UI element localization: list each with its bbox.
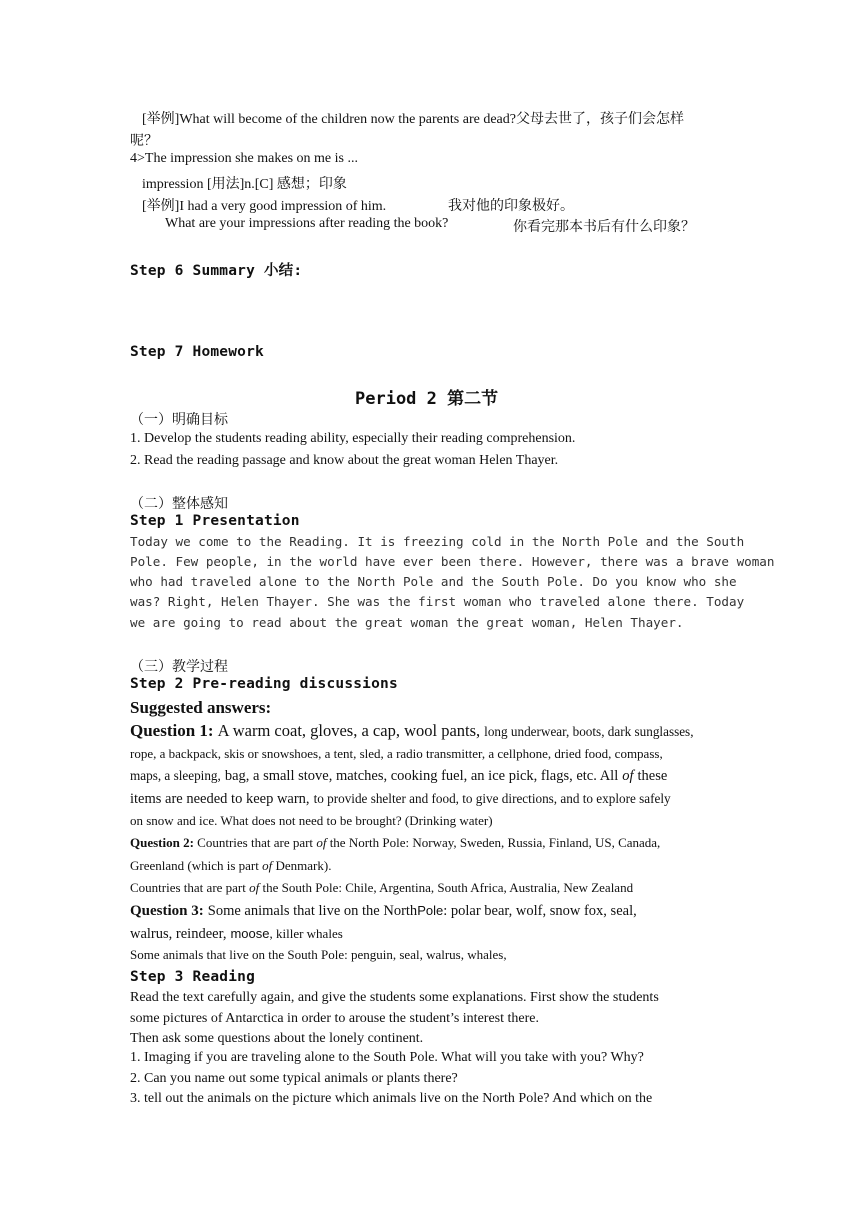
reading-line-5: 2. Can you name out some typical animals or plants there? (130, 1071, 458, 1086)
step-7-heading: Step 7 Homework (130, 344, 264, 360)
question-1-line-5: on snow and ice. What does not need to be brought? (Drinking water) (130, 813, 493, 828)
step-1-heading: Step 1 Presentation (130, 513, 300, 529)
question-2-line-3b: the South Pole: Chile, Argentina, South Africa, Australia, New Zealand (262, 880, 634, 895)
question-1-line-3 (130, 767, 667, 785)
example-impression-cn: 我对他的印象极好。 (448, 199, 574, 214)
question-1-line-1 (130, 721, 694, 741)
presentation-line-1: Today we come to the Reading. It is freezing cold in the North Pole and the South (130, 534, 745, 549)
question-1-of: of (622, 768, 634, 784)
suggested-answers-label: Suggested answers: (130, 698, 272, 717)
question-2-line-2b: Denmark). (275, 858, 332, 873)
item-4-heading: 4>The impression she makes on me is ... (130, 151, 358, 166)
section-1-heading: （一）明确目标 (130, 413, 228, 428)
example-impression-en: [举例]I had a very good impression of him. (142, 199, 387, 214)
reading-line-4: 1. Imaging if you are traveling alone to the South Pole. What will you take with you? Why? (130, 1050, 644, 1065)
reading-line-3: Then ask some questions about the lonely continent. (130, 1031, 424, 1046)
step-3-heading: Step 3 Reading (130, 969, 256, 985)
question-1-line-4 (130, 790, 671, 808)
step-2-heading: Step 2 Pre-reading discussions (130, 676, 398, 692)
impression-usage: impression [用法]n.[C] 感想；印象 (142, 177, 347, 192)
question-3-line-2b: , killer whales (269, 926, 343, 941)
question-2-line-1 (130, 835, 660, 851)
question-3-line-1 (130, 902, 637, 920)
presentation-line-5: we are going to read about the great woman the great woman, Helen Thayer. (130, 615, 684, 630)
question-3-line-3: Some animals that live on the South Pole: penguin, seal, walrus, whales, (130, 947, 507, 962)
question-2-line-3a: Countries that are part (130, 880, 246, 895)
question-3-label: Question 3: (130, 903, 204, 919)
question-2-text-a: Countries that are part (197, 835, 314, 850)
presentation-line-2: Pole. Few people, in the world have ever been there. However, there was a brave woman (130, 554, 775, 569)
question-2-line-2 (130, 858, 331, 874)
period-2-title: Period 2 第二节 (355, 389, 499, 409)
question-2-line-2-of: of (262, 858, 273, 873)
goal-1: 1. Develop the students reading ability, especially their reading comprehension. (130, 431, 576, 446)
question-3-text-a: Some animals that live on the North (207, 903, 418, 919)
question-3-text-b: : polar bear, wolf, snow fox, seal, (443, 903, 637, 919)
question-1-label: Question 1: (130, 721, 214, 740)
reading-line-2: some pictures of Antarctica in order to arouse the student’s interest there. (130, 1011, 539, 1026)
goal-2: 2. Read the reading passage and know about the great woman Helen Thayer. (130, 453, 559, 468)
presentation-line-4: was? Right, Helen Thayer. She was the first woman who traveled alone there. Today (130, 594, 745, 609)
question-2-text-b: the North Pole: Norway, Sweden, Russia, Finland, US, Canada, (329, 835, 661, 850)
question-2-line-2a: Greenland (which is part (130, 858, 259, 873)
question-2-of: of (316, 835, 327, 850)
question-3-line-2 (130, 925, 343, 943)
question-2-line-3-of: of (249, 880, 260, 895)
question-1-text-b: long underwear, boots, dark sunglasses, (484, 724, 694, 739)
example-become-line-1: [举例]What will become of the children now the parents are dead?父母去世了，孩子们会怎样 (142, 112, 684, 127)
example-book-cn: 你看完那本书后有什么印象？ (513, 220, 695, 235)
presentation-line-3: who had traveled alone to the North Pole and the South Pole. Do you know who she (130, 574, 737, 589)
reading-line-1: Read the text carefully again, and give the students some explanations. First show the students (130, 990, 659, 1005)
question-1-line-2: rope, a backpack, skis or snowshoes, a tent, sled, a radio transmitter, a cellphone, dried food, compass, (130, 746, 663, 761)
question-2-line-3 (130, 880, 633, 896)
question-1-text-a: A warm coat, gloves, a cap, wool pants, (217, 721, 481, 740)
example-become-line-2: 呢？ (130, 134, 158, 149)
question-1-line-3b: bag, a small stove, matches, cooking fuel, an ice pick, flags, etc. All (224, 768, 619, 784)
question-3-line-2a: walrus, reindeer, (130, 926, 227, 942)
question-1-line-3c: these (637, 768, 668, 784)
reading-line-6: 3. tell out the animals on the picture which animals live on the North Pole? And which on the (130, 1091, 653, 1106)
section-3-heading: （三）教学过程 (130, 660, 228, 675)
step-6-heading: Step 6 Summary 小结: (130, 263, 303, 279)
question-1-line-4a: items are needed to keep warn, (130, 791, 310, 807)
question-2-label: Question 2: (130, 835, 194, 850)
section-2-heading: （二）整体感知 (130, 497, 228, 512)
question-1-line-3a: maps, a sleeping, (130, 768, 221, 783)
question-1-line-4b: to provide shelter and food, to give directions, and to explore safely (313, 791, 671, 806)
example-book-en: What are your impressions after reading the book? (165, 216, 449, 231)
question-3-pole: Pole (417, 903, 444, 918)
question-3-moose: moose (230, 926, 270, 941)
